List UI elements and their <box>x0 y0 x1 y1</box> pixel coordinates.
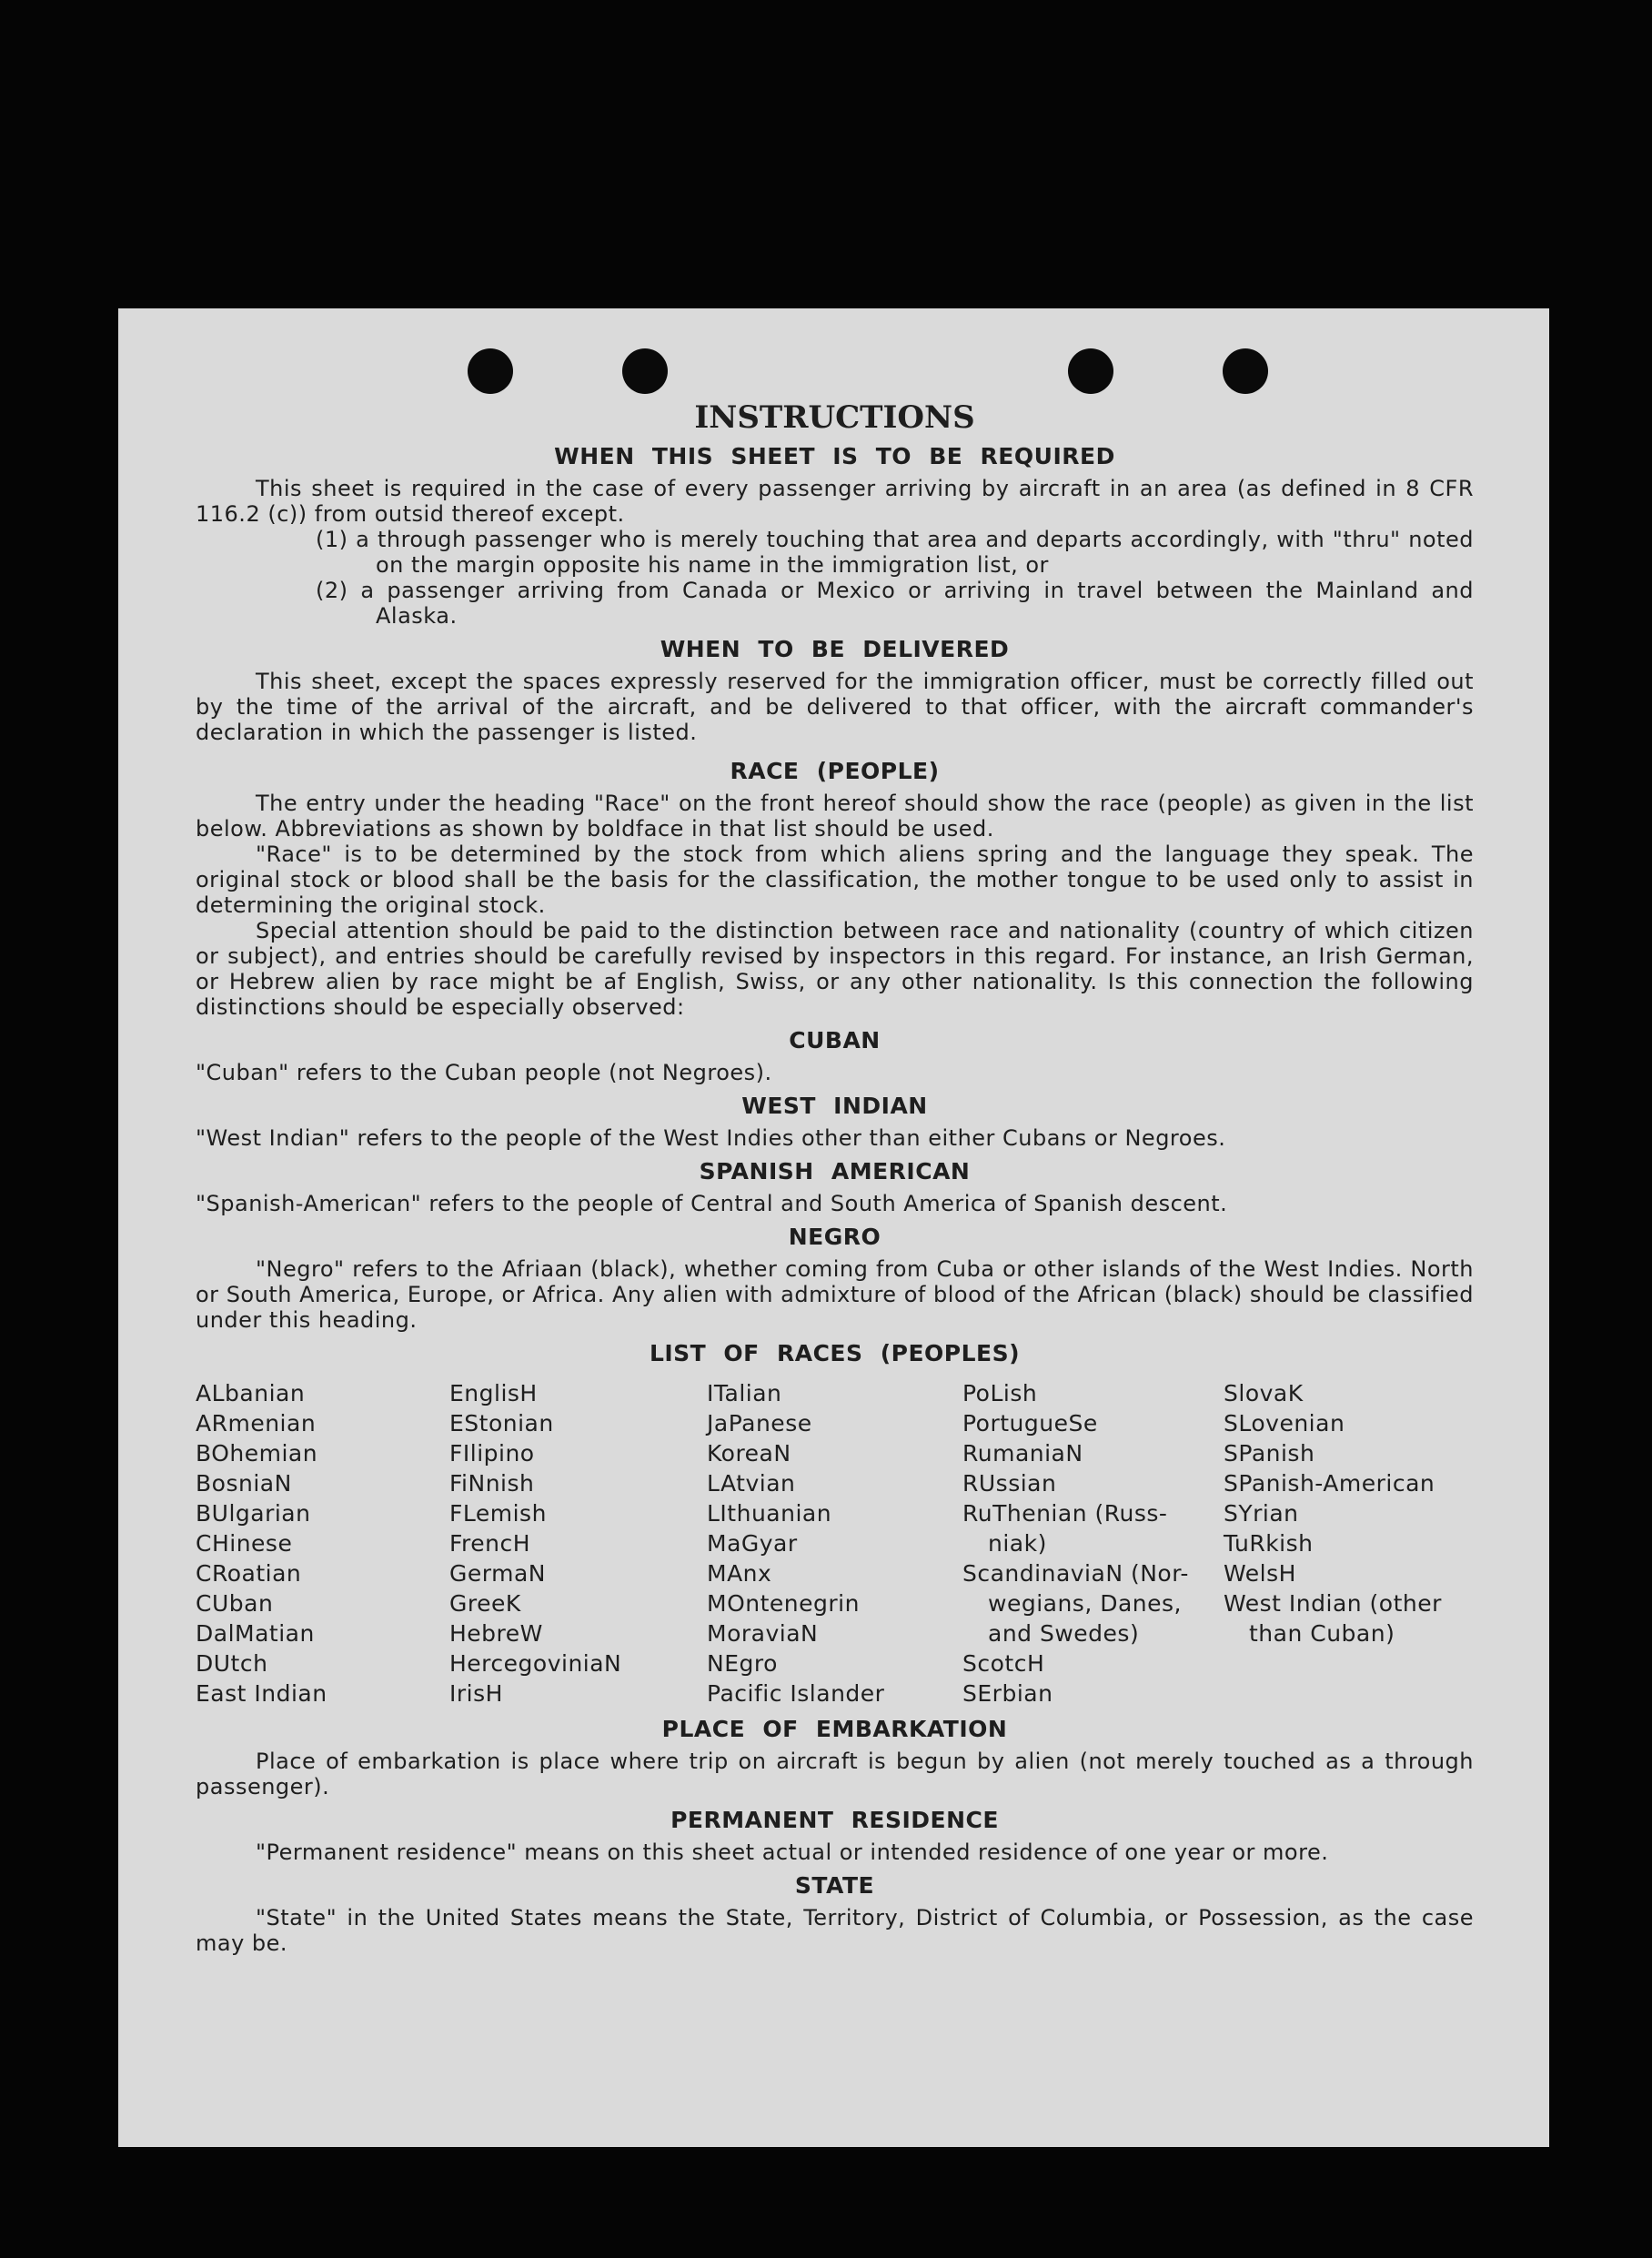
races-column-3 <box>707 1378 962 1709</box>
spanish-american-text: "Spanish-American" refers to the people of Central and South America of Spanish descent. <box>196 1191 1228 1216</box>
list-item: GreeK <box>449 1590 521 1617</box>
list-item: EnglisH <box>449 1380 538 1406</box>
heading-negro: NEGRO <box>788 1224 881 1250</box>
page-title: INSTRUCTIONS <box>694 399 975 436</box>
heading-race: RACE (PEOPLE) <box>730 758 940 784</box>
races-list <box>196 1378 1474 1709</box>
list-item: FLemish <box>449 1500 547 1527</box>
list-item: MoraviaN <box>707 1620 819 1647</box>
race-paragraph-3: Special attention should be paid to the distinction between race and nationality (country of which citizen or subject), and entries should be carefully revised by inspectors in this regard. For instance, an Irish German, or Hebrew alien by race might be af English, Swiss, or any other nationality. Is this connection the following distinctions should be especially observed: <box>196 918 1474 1020</box>
west-indian-text: "West Indian" refers to the people of the West Indies other than either Cubans or Negroes. <box>196 1125 1226 1151</box>
races-column-5 <box>1224 1378 1474 1709</box>
list-item: FiNnish <box>449 1470 535 1497</box>
list-item: BOhemian <box>196 1440 318 1467</box>
punch-hole <box>1068 348 1113 394</box>
cuban-text: "Cuban" refers to the Cuban people (not Negroes). <box>196 1060 772 1085</box>
list-item: CHinese <box>196 1530 293 1557</box>
list-item: SPanish <box>1224 1440 1315 1467</box>
list-item: HebreW <box>449 1620 543 1647</box>
state-text: "State" in the United States means the State, Territory, District of Columbia, or Possession, as the case may be. <box>196 1905 1474 1956</box>
list-item: KoreaN <box>707 1440 791 1467</box>
list-item: JaPanese <box>707 1410 812 1436</box>
list-item: NEgro <box>707 1650 778 1677</box>
heading-west-indian: WEST INDIAN <box>741 1093 928 1119</box>
list-item: East Indian <box>196 1680 327 1707</box>
list-item: ALbanian <box>196 1380 306 1406</box>
heading-embarkation: PLACE OF EMBARKATION <box>661 1716 1008 1742</box>
list-item: RUssian <box>962 1470 1057 1497</box>
heading-required: WHEN THIS SHEET IS TO BE REQUIRED <box>554 443 1115 469</box>
list-item: MAnx <box>707 1560 772 1587</box>
list-item: ARmenian <box>196 1410 317 1436</box>
list-item: IrisH <box>449 1680 503 1707</box>
list-item: MOntenegrin <box>707 1590 860 1617</box>
list-item: RumaniaN <box>962 1440 1083 1467</box>
list-item: than Cuban) <box>1249 1620 1395 1647</box>
required-intro: This sheet is required in the case of every passenger arriving by aircraft in an area (as defined in 8 CFR 116.2 (c)) from outsid thereof except. <box>196 476 1474 527</box>
list-item: West Indian (other <box>1224 1590 1442 1617</box>
list-item: GermaN <box>449 1560 546 1587</box>
list-item: SPanish-American <box>1224 1470 1435 1497</box>
list-item: RuThenian (Russ- <box>962 1500 1168 1527</box>
list-item: SYrian <box>1224 1500 1299 1527</box>
list-item: ScotcH <box>962 1650 1045 1677</box>
required-item-1: (1) a through passenger who is merely touching that area and departs accordingly, with "thru" noted on the margin opposite his name in the immigration list, or <box>316 527 1474 578</box>
list-item: CUban <box>196 1590 274 1617</box>
list-item: DUtch <box>196 1650 268 1677</box>
list-item: niak) <box>988 1530 1047 1557</box>
heading-cuban: CUBAN <box>789 1027 881 1053</box>
instruction-sheet <box>118 308 1549 2147</box>
residence-text: "Permanent residence" means on this sheet actual or intended residence of one year or more. <box>256 1840 1329 1865</box>
list-item: SErbian <box>962 1680 1053 1707</box>
races-column-1 <box>196 1378 449 1709</box>
list-item: EStonian <box>449 1410 554 1436</box>
delivered-text: This sheet, except the spaces expressly reserved for the immigration officer, must be correctly filled out by the time of the arrival of the aircraft, and be delivered to that officer, with the aircraft commander's declaration in which the passenger is listed. <box>196 669 1474 745</box>
list-item: LIthuanian <box>707 1500 832 1527</box>
list-item: BosniaN <box>196 1470 292 1497</box>
punch-hole <box>622 348 668 394</box>
required-item-2: (2) a passenger arriving from Canada or Mexico or arriving in travel between the Mainland and Alaska. <box>316 578 1474 629</box>
list-item: TuRkish <box>1224 1530 1314 1557</box>
race-paragraph-1: The entry under the heading "Race" on the front hereof should show the race (people) as given in the list below. Abbreviations as shown by boldface in that list should be used. <box>196 791 1474 842</box>
list-item: MaGyar <box>707 1530 798 1557</box>
heading-permanent-residence: PERMANENT RESIDENCE <box>670 1807 999 1833</box>
heading-state: STATE <box>794 1872 875 1899</box>
list-item: ScandinaviaN (Nor- <box>962 1560 1189 1587</box>
heading-list-of-races: LIST OF RACES (PEOPLES) <box>649 1340 1021 1366</box>
list-item: DalMatian <box>196 1620 315 1647</box>
punch-hole <box>468 348 513 394</box>
punch-hole <box>1223 348 1268 394</box>
list-item: WelsH <box>1224 1560 1296 1587</box>
list-item: LAtvian <box>707 1470 796 1497</box>
list-item: PortugueSe <box>962 1410 1098 1436</box>
list-item: ITalian <box>707 1380 782 1406</box>
heading-spanish-american: SPANISH AMERICAN <box>699 1158 971 1184</box>
list-item: SlovaK <box>1224 1380 1304 1406</box>
list-item: FIlipino <box>449 1440 535 1467</box>
list-item: and Swedes) <box>988 1620 1140 1647</box>
list-item: FrencH <box>449 1530 531 1557</box>
list-item: SLovenian <box>1224 1410 1345 1436</box>
list-item: wegians, Danes, <box>988 1590 1182 1617</box>
embarkation-text: Place of embarkation is place where trip on aircraft is begun by alien (not merely touched as a through passenger). <box>196 1749 1474 1799</box>
races-column-4 <box>962 1378 1224 1709</box>
list-item: Pacific Islander <box>707 1680 885 1707</box>
document-body <box>196 399 1474 1956</box>
list-item: CRoatian <box>196 1560 302 1587</box>
heading-delivered: WHEN TO BE DELIVERED <box>660 636 1010 662</box>
negro-text: "Negro" refers to the Afriaan (black), whether coming from Cuba or other islands of the West Indies. North or South America, Europe, or Africa. Any alien with admixture of blood of the African (black) should be classified under this heading. <box>196 1256 1474 1333</box>
list-item: BUlgarian <box>196 1500 311 1527</box>
races-column-2 <box>449 1378 707 1709</box>
race-paragraph-2: "Race" is to be determined by the stock from which aliens spring and the language they speak. The original stock or blood shall be the basis for the classification, the mother tongue to be used only to assist in determining the original stock. <box>196 842 1474 918</box>
list-item: HercegoviniaN <box>449 1650 622 1677</box>
list-item: PoLish <box>962 1380 1038 1406</box>
